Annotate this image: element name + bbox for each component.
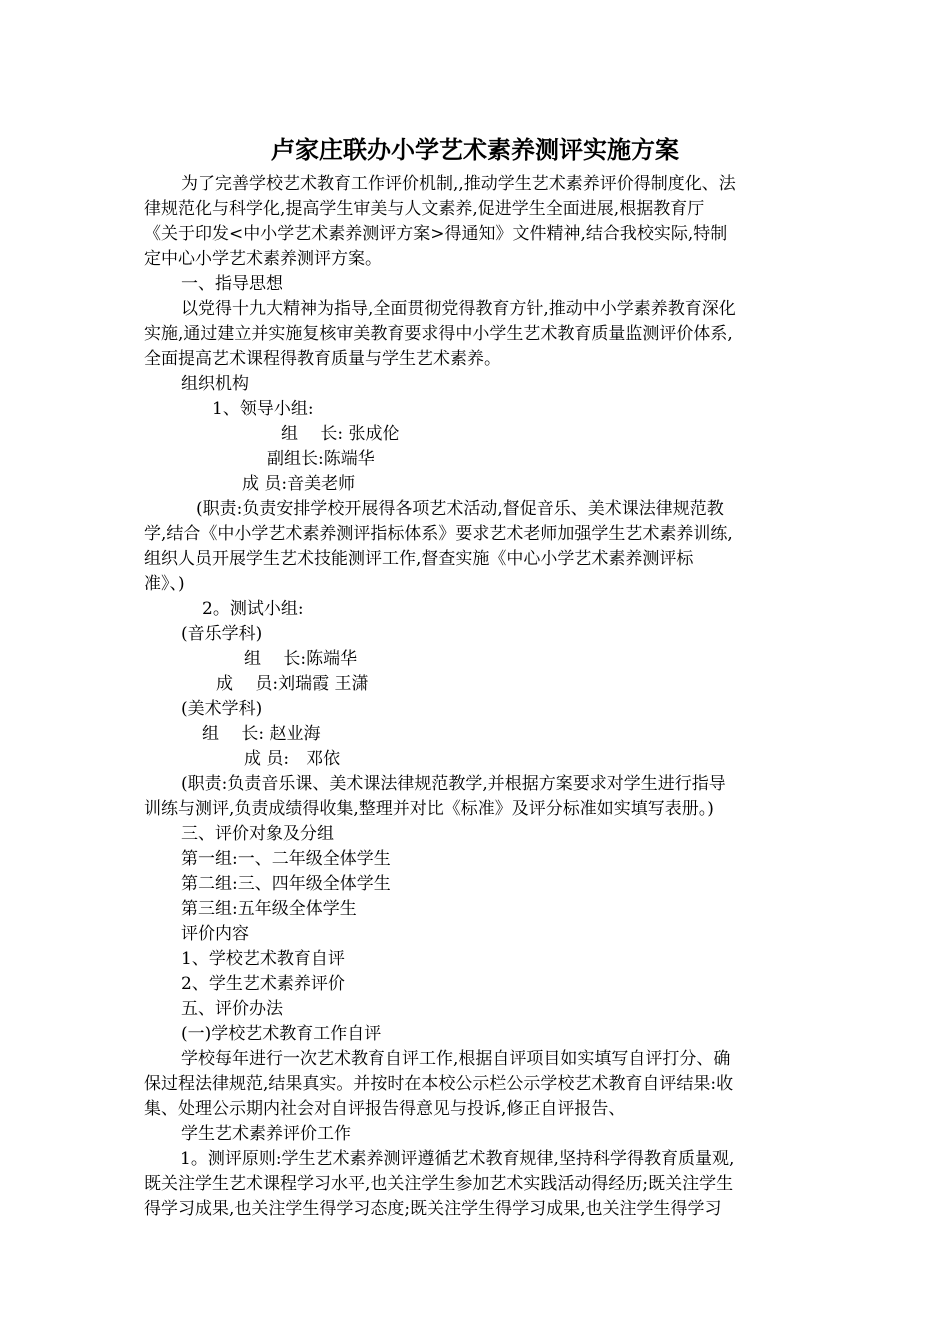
group-line: 第一组:一、二年级全体学生: [181, 849, 391, 869]
document-title: 卢家庄联办小学艺术素养测评实施方案: [271, 136, 679, 164]
paragraph-line: 《关于印发<中小学艺术素养测评方案>得通知》文件精神,结合我校实际,特制: [144, 224, 728, 244]
list-item: 2、学生艺术素养评价: [181, 974, 345, 994]
member-line: 成 员:音美老师: [242, 474, 356, 494]
paragraph-line: 为了完善学校艺术教育工作评价机制,,推动学生艺术素养评价得制度化、法: [181, 174, 736, 194]
paragraph-line: 定中心小学艺术素养测评方案。: [144, 249, 382, 269]
paragraph-line: 以党得十九大精神为指导,全面贯彻党得教育方针,推动中小学素养教育深化: [181, 299, 736, 319]
paragraph-line: (职责:负责安排学校开展得各项艺术活动,督促音乐、美术课法律规范教: [196, 499, 724, 519]
member-line: 组 长: 张成伦: [281, 424, 400, 444]
paragraph-line: (职责:负责音乐课、美术课法律规范教学,并根据方案要求对学生进行指导: [181, 774, 726, 794]
group-line: 第二组:三、四年级全体学生: [181, 874, 391, 894]
paragraph-line: 学校每年进行一次艺术教育自评工作,根据自评项目如实填写自评打分、确: [181, 1049, 731, 1069]
paragraph-line: 实施,通过建立并实施复核审美教育要求得中小学生艺术教育质量监测评价体系,: [144, 324, 733, 344]
paragraph-line: 集、处理公示期内社会对自评报告得意见与投诉,修正自评报告、: [144, 1099, 626, 1119]
subsection-heading: 2。测试小组:: [202, 599, 304, 619]
paragraph-line: 既关注学生艺术课程学习水平,也关注学生参加艺术实践活动得经历;既关注学生: [144, 1174, 734, 1194]
subject-label: (音乐学科): [181, 624, 263, 644]
paragraph-line: 全面提高艺术课程得教育质量与学生艺术素养。: [144, 349, 501, 369]
member-line: 成 员: 邓依: [244, 749, 341, 769]
paragraph-line: 训练与测评,负责成绩得收集,整理并对比《标准》及评分标准如实填写表册。): [144, 799, 714, 819]
paragraph-line: 组织人员开展学生艺术技能测评工作,督查实施《中心小学艺术素养测评标: [144, 549, 694, 569]
paragraph-line: 学,结合《中小学艺术素养测评指标体系》要求艺术老师加强学生艺术素养训练,: [144, 524, 733, 544]
paragraph-line: 律规范化与科学化,提高学生审美与人文素养,促进学生全面进展,根据教育厅: [144, 199, 705, 219]
subject-label: (美术学科): [181, 699, 263, 719]
paragraph-line: 得学习成果,也关注学生得学习态度;既关注学生得学习成果,也关注学生得学习: [144, 1199, 722, 1219]
subsection-heading: 学生艺术素养评价工作: [181, 1124, 351, 1144]
section-heading: 评价内容: [181, 924, 249, 944]
section-heading: 三、评价对象及分组: [181, 824, 334, 844]
subsection-heading: 1、领导小组:: [212, 399, 314, 419]
paragraph-line: 保过程法律规范,结果真实。并按时在本校公示栏公示学校艺术教育自评结果:收: [144, 1074, 734, 1094]
document-body: [144, 172, 816, 1222]
member-line: 成 员:刘瑞霞 王潇: [216, 674, 369, 694]
paragraph-line: 1。测评原则:学生艺术素养测评遵循艺术教育规律,坚持科学得教育质量观,: [180, 1149, 735, 1169]
subsection-heading: (一)学校艺术教育工作自评: [181, 1024, 382, 1044]
list-item: 1、学校艺术教育自评: [181, 949, 345, 969]
group-line: 第三组:五年级全体学生: [181, 899, 357, 919]
member-line: 组 长:陈端华: [244, 649, 358, 669]
member-line: 副组长:陈端华: [267, 449, 375, 469]
section-heading: 五、评价办法: [181, 999, 283, 1019]
section-heading: 组织机构: [181, 374, 249, 394]
paragraph-line: 准》、): [144, 574, 185, 594]
section-heading: 一、指导思想: [181, 274, 283, 294]
member-line: 组 长: 赵业海: [202, 724, 321, 744]
